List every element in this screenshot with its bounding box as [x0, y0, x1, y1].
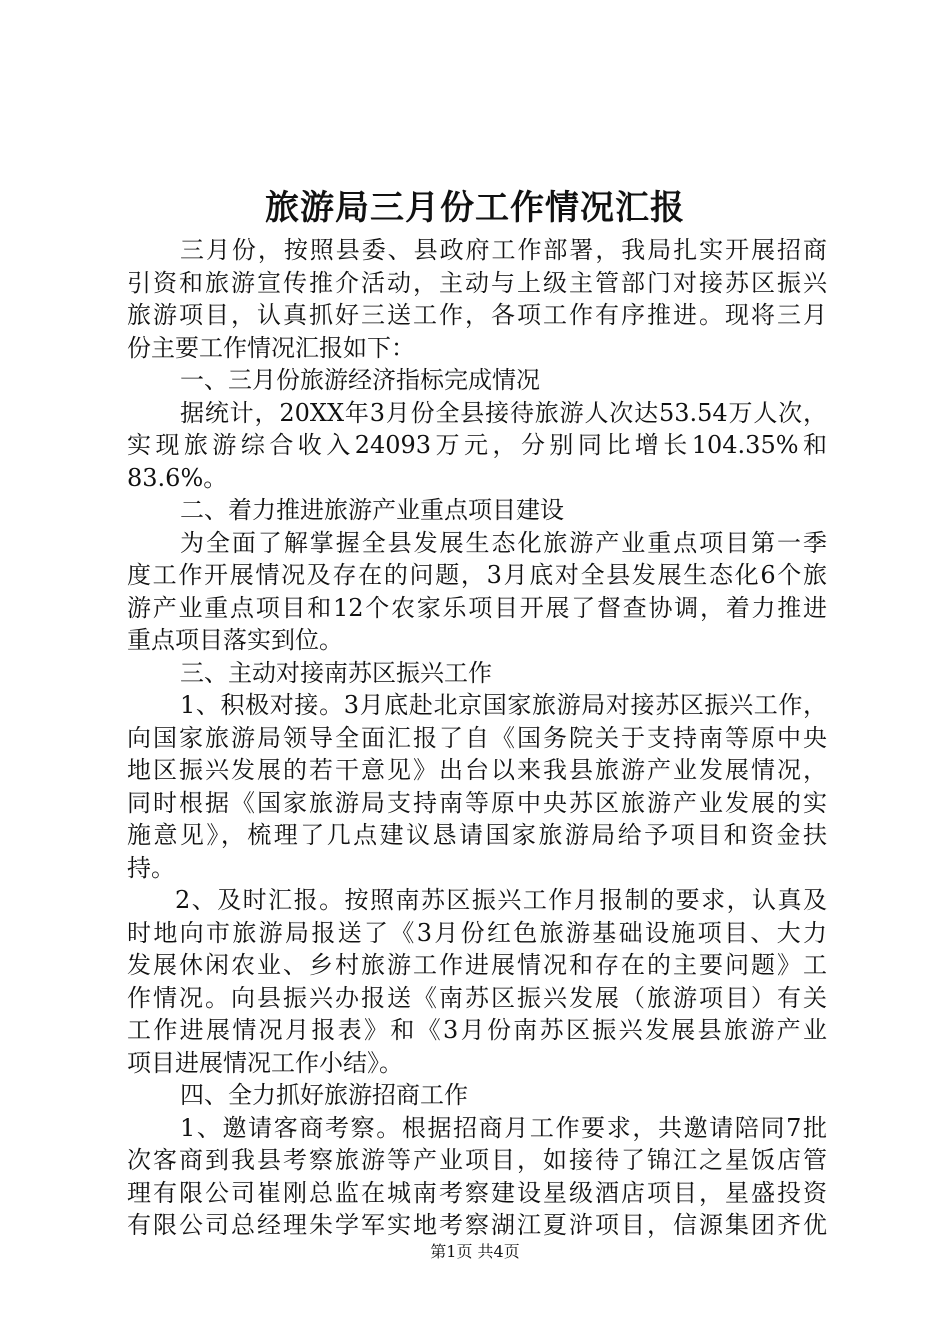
- paragraph-line: 游产业重点项目和12个农家乐项目开展了督查协调，着力推进: [127, 593, 827, 622]
- section-heading: 三、主动对接南苏区振兴工作: [180, 658, 492, 687]
- paragraph-line: 施意见》，梳理了几点建议恳请国家旅游局给予项目和资金扶: [127, 821, 827, 849]
- paragraph-line: 为全面了解掌握全县发展生态化旅游产业重点项目第一季: [180, 528, 827, 557]
- paragraph-line: 2、及时汇报。按照南苏区振兴工作月报制的要求，认真及: [175, 886, 827, 914]
- section-heading: 四、全力抓好旅游招商工作: [180, 1081, 468, 1109]
- paragraph-line: 地区振兴发展的若干意见》出台以来我县旅游产业发展情况，: [127, 756, 827, 784]
- paragraph-line: 份主要工作情况汇报如下：: [127, 333, 415, 362]
- paragraph-line: 理有限公司崔刚总监在城南考察建设星级酒店项目，星盛投资: [127, 1178, 827, 1207]
- document-body: [127, 234, 827, 1242]
- paragraph-line: 次客商到我县考察旅游等产业项目，如接待了锦江之星饭店管: [127, 1146, 827, 1174]
- paragraph-line: 旅游项目，认真抓好三送工作，各项工作有序推进。现将三月: [127, 301, 827, 329]
- paragraph-line: 工作进展情况月报表》和《3月份南苏区振兴发展县旅游产业: [127, 1016, 827, 1044]
- paragraph-line: 1、邀请客商考察。根据招商月工作要求，共邀请陪同7批: [180, 1113, 827, 1142]
- paragraph-line: 1、积极对接。3月底赴北京国家旅游局对接苏区振兴工作，: [180, 691, 827, 719]
- paragraph-line: 据统计，20XX年3月份全县接待旅游人次达53.54万人次，: [180, 398, 827, 427]
- paragraph-line: 项目进展情况工作小结》。: [127, 1048, 403, 1077]
- paragraph-line: 引资和旅游宣传推介活动，主动与上级主管部门对接苏区振兴: [127, 268, 827, 297]
- paragraph-line: 持。: [127, 853, 175, 882]
- paragraph-line: 发展休闲农业、乡村旅游工作进展情况和存在的主要问题》工: [127, 951, 827, 979]
- section-heading: 一、三月份旅游经济指标完成情况: [180, 366, 540, 394]
- paragraph-line: 三月份，按照县委、县政府工作部署，我局扎实开展招商: [180, 236, 827, 264]
- paragraph-line: 时地向市旅游局报送了《3月份红色旅游基础设施项目、大力: [127, 918, 827, 947]
- paragraph-line: 向国家旅游局领导全面汇报了自《国务院关于支持南等原中央: [127, 723, 827, 752]
- paragraph-line: 83.6%。: [127, 463, 228, 492]
- paragraph-line: 有限公司总经理朱学军实地考察湖江夏浒项目，信源集团齐优: [127, 1211, 827, 1239]
- section-heading: 二、着力推进旅游产业重点项目建设: [180, 496, 564, 524]
- paragraph-line: 度工作开展情况及存在的问题，3月底对全县发展生态化6个旅: [127, 561, 827, 589]
- page-footer: 第1页 共4页: [430, 1242, 520, 1261]
- paragraph-line: 实现旅游综合收入24093万元，分别同比增长104.35%和: [127, 431, 827, 459]
- paragraph-line: 同时根据《国家旅游局支持南等原中央苏区旅游产业发展的实: [127, 788, 827, 817]
- document-title: 旅游局三月份工作情况汇报: [265, 188, 685, 228]
- paragraph-line: 重点项目落实到位。: [127, 626, 343, 654]
- paragraph-line: 作情况。向县振兴办报送《南苏区振兴发展（旅游项目）有关: [127, 983, 827, 1012]
